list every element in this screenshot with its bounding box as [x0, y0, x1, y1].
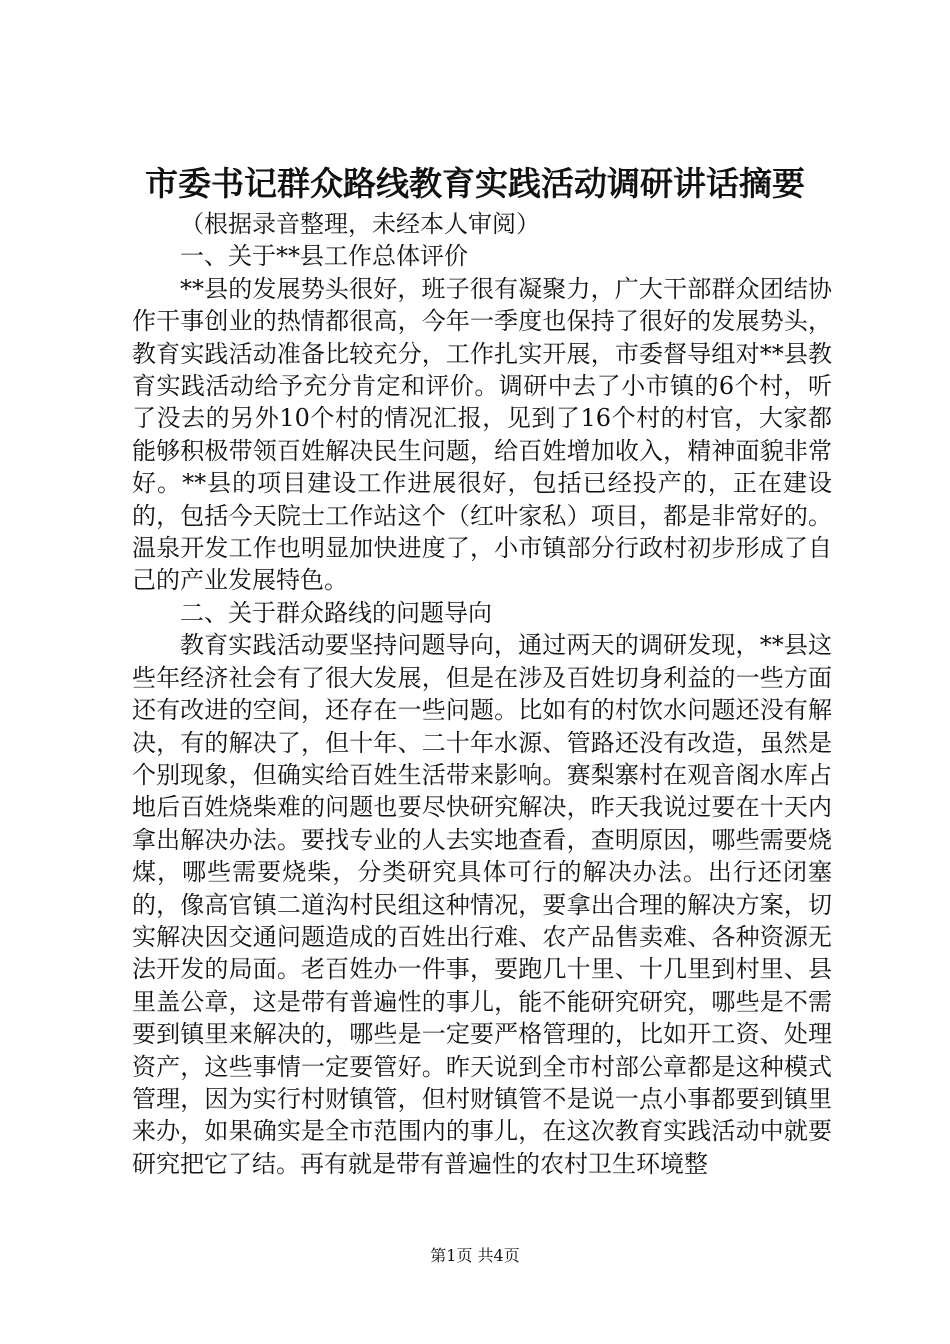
page-number-footer: 第1页 共4页 [430, 1246, 520, 1265]
document-body [132, 208, 832, 1180]
section-2-heading: 二、关于群众路线的问题导向 [180, 598, 492, 627]
document-title: 市委书记群众路线教育实践活动调研讲话摘要 [145, 164, 805, 203]
transcript-note: （根据录音整理，未经本人审阅） [180, 210, 540, 238]
section-2-paragraph: 教育实践活动要坚持问题导向，通过两天的调研发现，**县这些年经济社会有了很大发展，但是在涉及百姓切身利益的一些方面还有改进的空间，还存在一些问题。比如有的村饮水问题还没有解决，有的解决了，但十年、二十年水源、管路还没有改造，虽然是个别现象，但确实给百姓生活带来影响。赛梨寨村在观音阁水库占地后百姓烧柴难的问题也要尽快研究解决，昨天我说过要在十天内拿出解决办法。要找专业的人去实地查看，查明原因，哪些需要烧煤，哪些需要烧柴，分类研究具体可行的解决办法。出行还闭塞的，像高官镇二道沟村民组这种情况，要拿出合理的解决方案，切实解决因交通问题造成的百姓出行难、农产品售卖难、各种资源无法开发的局面。老百姓办一件事，要跑几十里、十几里到村里、县里盖公章，这是带有普遍性的事儿，能不能研究研究，哪些是不需要到镇里来解决的，哪些是一定要严格管理的，比如开工资、处理资产，这些事情一定要管好。昨天说到全市村部公章都是这种模式管理，因为实行村财镇管，但村财镇管不是说一点小事都要到镇里来办，如果确实是全市范围内的事儿，在这次教育实践活动中就要研究把它了结。再有就是带有普遍性的农村卫生环境整 [132, 631, 832, 1178]
section-1-paragraph: **县的发展势头很好，班子很有凝聚力，广大干部群众团结协作干事创业的热情都很高，今年一季度也保持了很好的发展势头，教育实践活动准备比较充分，工作扎实开展，市委督导组对**县教育实践活动给予充分肯定和评价。调研中去了小市镇的6个村，听了没去的另外10个村的情况汇报，见到了16个村的村官，大家都能够积极带领百姓解决民生问题，给百姓增加收入，精神面貌非常好。**县的项目建设工作进展很好，包括已经投产的，正在建设的，包括今天院士工作站这个（红叶家私）项目，都是非常好的。温泉开发工作也明显加快进度了，小市镇部分行政村初步形成了自己的产业发展特色。 [132, 274, 832, 595]
section-1-heading: 一、关于**县工作总体评价 [180, 242, 468, 271]
